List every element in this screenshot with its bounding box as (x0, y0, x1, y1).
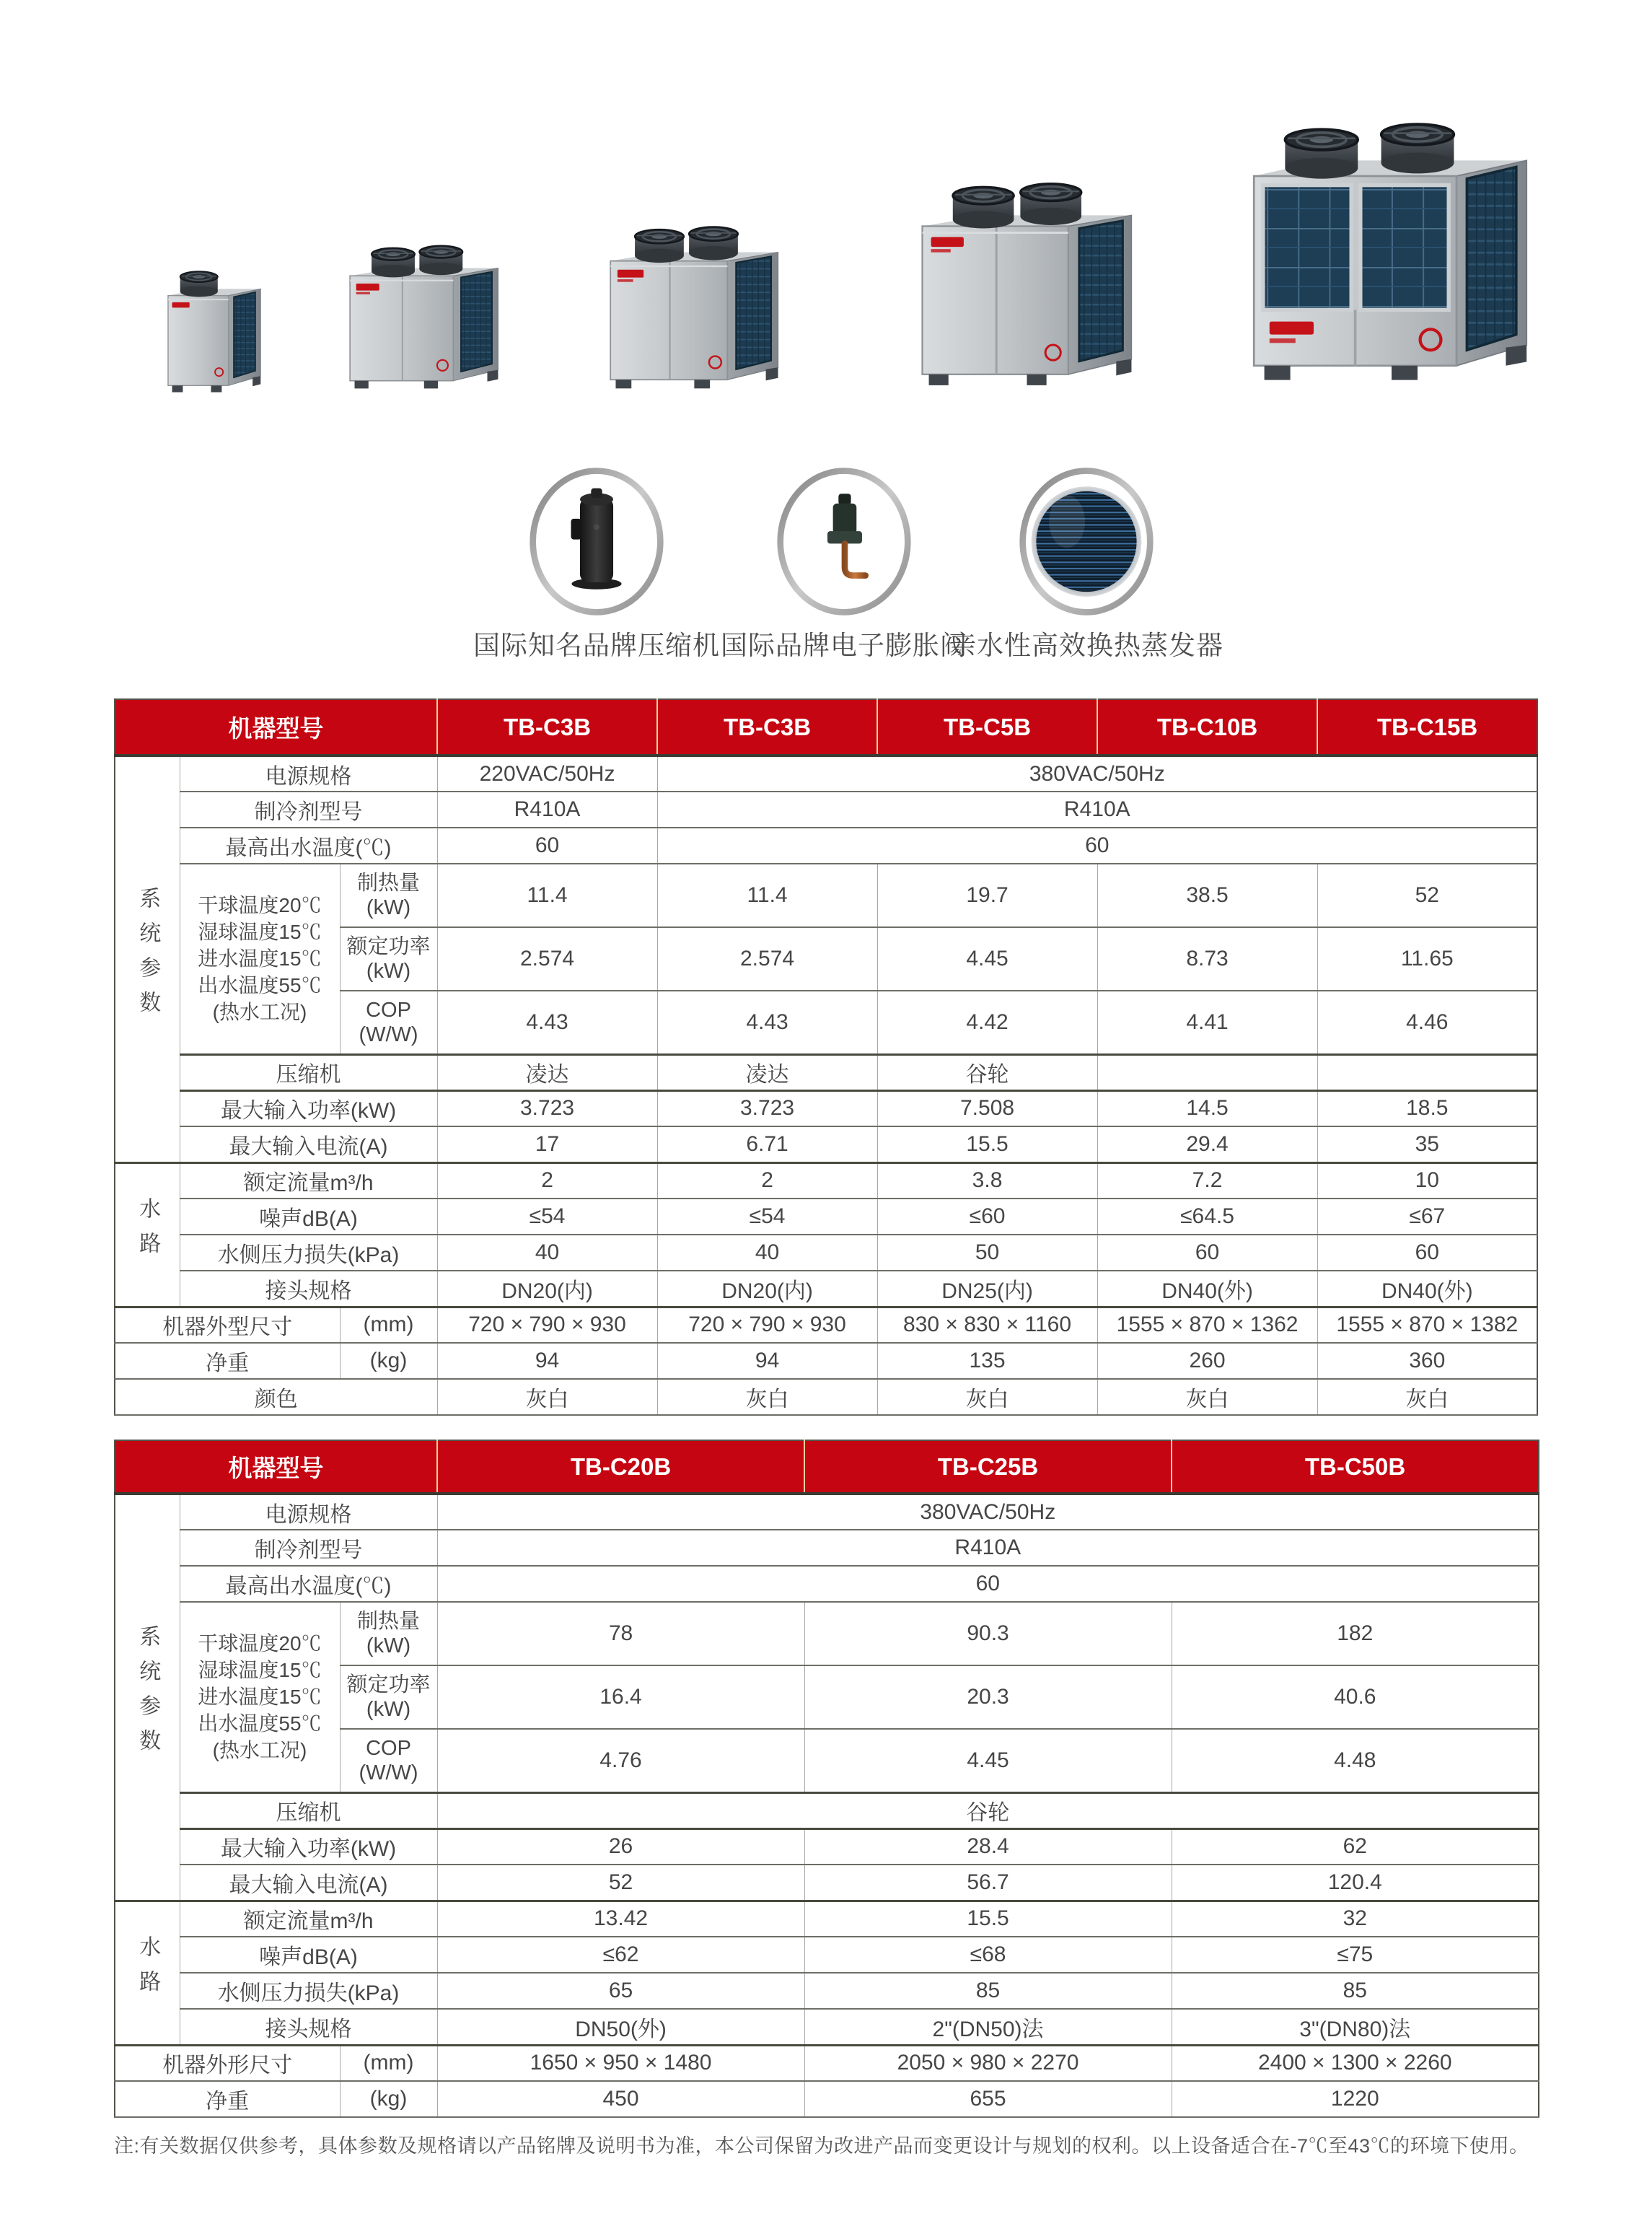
table-row-color (115, 1379, 1537, 1415)
table1-model-header: TB-C10B (1097, 699, 1317, 755)
value-cell: 85 (804, 1973, 1172, 2009)
value-cell: 4.43 (437, 991, 657, 1054)
table-row-noise (115, 1199, 1537, 1235)
row-label: 净重 (115, 2081, 340, 2117)
value-cell: 360 (1317, 1343, 1537, 1379)
unit-cell: (kg) (340, 2081, 437, 2117)
value-cell: 4.42 (877, 991, 1097, 1054)
value-cell: 94 (657, 1343, 877, 1379)
value-cell: 52 (437, 1865, 804, 1901)
row-label: 噪声dB(A) (180, 1199, 437, 1235)
table-row-refrigerant (115, 792, 1537, 828)
group-cell-water: 水路 (115, 1162, 180, 1307)
value-cell: R410A (437, 792, 657, 828)
table-row-refrigerant (115, 1530, 1539, 1566)
value-cell: 60 (1097, 1235, 1317, 1271)
table2-model-header: TB-C20B (437, 1440, 804, 1494)
value-cell: 60 (437, 828, 657, 864)
value-cell: 4.43 (657, 991, 877, 1054)
table-row-compressor (115, 1054, 1537, 1090)
value-cell: 62 (1172, 1828, 1539, 1865)
value-cell: ≤54 (437, 1199, 657, 1235)
row-label: 接头规格 (180, 2009, 437, 2045)
value-cell: 4.48 (1172, 1729, 1539, 1792)
value-cell: 52 (1317, 864, 1537, 927)
table2-model-header: TB-C25B (804, 1440, 1172, 1494)
value-cell: 2.574 (657, 927, 877, 991)
value-cell: 11.4 (657, 864, 877, 927)
table-row-heating-capacity (115, 864, 1537, 927)
value-cell: 凌达 (437, 1054, 657, 1090)
row-label: 最大输入功率(kW) (180, 1090, 437, 1126)
value-cell: 6.71 (657, 1126, 877, 1162)
value-cell: 450 (437, 2081, 804, 2117)
value-cell: 260 (1097, 1343, 1317, 1379)
value-cell: 7.2 (1097, 1162, 1317, 1199)
table-row-pressure-loss (115, 1973, 1539, 2009)
table-row-max-input-current (115, 1865, 1539, 1901)
value-cell: 4.76 (437, 1729, 804, 1792)
value-cell: 11.65 (1317, 927, 1537, 991)
table-row-max-outlet-temp (115, 1566, 1539, 1602)
value-cell: 38.5 (1097, 864, 1317, 927)
table1-corner-header: 机器型号 (115, 699, 437, 755)
row-label: 制热量 (kW) (340, 864, 437, 927)
row-label: 机器外形尺寸 (115, 2045, 340, 2081)
unit-cell: (mm) (340, 1307, 437, 1343)
table-row-max-input-current (115, 1126, 1537, 1162)
value-cell: 50 (877, 1235, 1097, 1271)
evaporator-icon (1017, 465, 1156, 619)
table-row-power-supply (115, 755, 1537, 792)
value-cell: 94 (437, 1343, 657, 1379)
expansion-valve-icon (775, 465, 913, 619)
table-row-connection (115, 2009, 1539, 2045)
table1-model-header: TB-C5B (877, 699, 1097, 755)
row-label: 最大输入电流(A) (180, 1126, 437, 1162)
unit-cell: (kg) (340, 1343, 437, 1379)
value-cell (1317, 1054, 1537, 1090)
value-cell: 4.41 (1097, 991, 1317, 1054)
value-cell: 1650 × 950 × 1480 (437, 2045, 804, 2081)
test-condition-cell: 干球温度20℃ 湿球温度15℃ 进水温度15℃ 出水温度55℃ (热水工况) (180, 864, 340, 1054)
value-cell: 13.42 (437, 1901, 804, 1937)
features-row (0, 455, 1652, 664)
row-label: 机器外型尺寸 (115, 1307, 340, 1343)
value-cell: 830 × 830 × 1160 (877, 1307, 1097, 1343)
products-row (0, 0, 1652, 433)
table-row-max-input-power (115, 1090, 1537, 1126)
table-row-connection (115, 1271, 1537, 1307)
row-label: 噪声dB(A) (180, 1937, 437, 1973)
row-label: 额定功率 (kW) (340, 1665, 437, 1729)
heat-pump-unit-largest (1236, 101, 1547, 394)
feature-caption-expansion-valve: 国际品牌电子膨胀阀 (721, 631, 967, 660)
feature-caption-evaporator: 亲水性高效换热蒸发器 (949, 631, 1223, 660)
row-label: 最大输入功率(kW) (180, 1828, 437, 1865)
table1-model-header: TB-C3B (437, 699, 657, 755)
table-row-dimensions (115, 2045, 1539, 2081)
table-row-max-outlet-temp (115, 828, 1537, 864)
row-label: 压缩机 (180, 1054, 437, 1090)
value-cell: 10 (1317, 1162, 1537, 1199)
table2-header-row (115, 1440, 1539, 1494)
value-cell: DN20(内) (657, 1271, 877, 1307)
table-row-dimensions (115, 1307, 1537, 1343)
value-cell: 18.5 (1317, 1090, 1537, 1126)
value-cell: 85 (1172, 1973, 1539, 2009)
table-row-power-supply (115, 1494, 1539, 1530)
value-cell: 灰白 (657, 1379, 877, 1415)
value-cell: 灰白 (1097, 1379, 1317, 1415)
value-cell: 380VAC/50Hz (437, 1494, 1539, 1530)
value-cell: 17 (437, 1126, 657, 1162)
heat-pump-unit-smallest (149, 263, 283, 398)
row-label: 制冷剂型号 (180, 792, 437, 828)
value-cell: 20.3 (804, 1665, 1172, 1729)
compressor-icon (527, 465, 666, 619)
value-cell: 谷轮 (437, 1792, 1539, 1828)
group-cell-system: 系统参数 (115, 755, 180, 1162)
value-cell: ≤75 (1172, 1937, 1539, 1973)
row-label: 最高出水温度(℃) (180, 1566, 437, 1602)
table2-model-header: TB-C50B (1172, 1440, 1539, 1494)
value-cell: 15.5 (804, 1901, 1172, 1937)
row-label: 最高出水温度(℃) (180, 828, 437, 864)
value-cell: R410A (657, 792, 1537, 828)
value-cell: 8.73 (1097, 927, 1317, 991)
footnote: 注:有关数据仅供参考，具体参数及规格请以产品铭牌及说明书为准，本公司保留为改进产品而变更设计与规划的权利。以上设备适合在-7℃至43℃的环境下使用。 (114, 2135, 1529, 2157)
value-cell: 2 (657, 1162, 877, 1199)
table1-header-row (115, 699, 1537, 755)
row-label: 净重 (115, 1343, 340, 1379)
value-cell: 40 (657, 1235, 877, 1271)
value-cell: 16.4 (437, 1665, 804, 1729)
unit-cell: (mm) (340, 2045, 437, 2081)
value-cell: 655 (804, 2081, 1172, 2117)
value-cell: DN50(外) (437, 2009, 804, 2045)
value-cell: 2.574 (437, 927, 657, 991)
table1-model-header: TB-C3B (657, 699, 877, 755)
value-cell: 26 (437, 1828, 804, 1865)
value-cell: 灰白 (1317, 1379, 1537, 1415)
value-cell: 60 (657, 828, 1537, 864)
group-cell-water: 水路 (115, 1901, 180, 2045)
value-cell: ≤62 (437, 1937, 804, 1973)
value-cell: 4.45 (877, 927, 1097, 991)
value-cell: 4.45 (804, 1729, 1172, 1792)
row-label: 电源规格 (180, 1494, 437, 1530)
table1-model-header: TB-C15B (1317, 699, 1537, 755)
value-cell: DN40(外) (1097, 1271, 1317, 1307)
value-cell: 灰白 (877, 1379, 1097, 1415)
value-cell: 380VAC/50Hz (657, 755, 1537, 792)
value-cell: 60 (1317, 1235, 1537, 1271)
value-cell: 40.6 (1172, 1665, 1539, 1729)
value-cell: 32 (1172, 1901, 1539, 1937)
value-cell: 29.4 (1097, 1126, 1317, 1162)
value-cell: 3.723 (657, 1090, 877, 1126)
value-cell: 720 × 790 × 930 (437, 1307, 657, 1343)
value-cell: 2050 × 980 × 2270 (804, 2045, 1172, 2081)
value-cell: 19.7 (877, 864, 1097, 927)
row-label: 最大输入电流(A) (180, 1865, 437, 1901)
value-cell: DN40(外) (1317, 1271, 1537, 1307)
row-label: 水侧压力损失(kPa) (180, 1973, 437, 2009)
value-cell: 1555 × 870 × 1362 (1097, 1307, 1317, 1343)
row-label: 额定功率 (kW) (340, 927, 437, 991)
value-cell: 1220 (1172, 2081, 1539, 2117)
value-cell: 720 × 790 × 930 (657, 1307, 877, 1343)
heat-pump-unit-small (338, 240, 515, 395)
value-cell: 78 (437, 1602, 804, 1665)
value-cell: 2400 × 1300 × 2260 (1172, 2045, 1539, 2081)
value-cell: ≤68 (804, 1937, 1172, 1973)
group-cell-system: 系统参数 (115, 1494, 180, 1901)
table-row-heating-capacity (115, 1602, 1539, 1665)
value-cell: DN20(内) (437, 1271, 657, 1307)
table-row-compressor (115, 1792, 1539, 1828)
value-cell: 28.4 (804, 1828, 1172, 1865)
row-label: 水侧压力损失(kPa) (180, 1235, 437, 1271)
value-cell: DN25(内) (877, 1271, 1097, 1307)
value-cell: 90.3 (804, 1602, 1172, 1665)
row-label: 额定流量m³/h (180, 1162, 437, 1199)
value-cell: 135 (877, 1343, 1097, 1379)
row-label: 电源规格 (180, 755, 437, 792)
table-row-rated-flow (115, 1162, 1537, 1199)
value-cell: 1555 × 870 × 1382 (1317, 1307, 1537, 1343)
value-cell: 56.7 (804, 1865, 1172, 1901)
value-cell: 3.723 (437, 1090, 657, 1126)
value-cell: 220VAC/50Hz (437, 755, 657, 792)
value-cell: 谷轮 (877, 1054, 1097, 1090)
spec-table-2 (114, 1440, 1539, 2118)
value-cell: 14.5 (1097, 1090, 1317, 1126)
table-row-pressure-loss (115, 1235, 1537, 1271)
heat-pump-unit-large (887, 176, 1173, 394)
value-cell: 15.5 (877, 1126, 1097, 1162)
value-cell: 凌达 (657, 1054, 877, 1090)
row-label: 压缩机 (180, 1792, 437, 1828)
value-cell: 2 (437, 1162, 657, 1199)
heat-pump-unit-medium (592, 221, 802, 395)
value-cell: 40 (437, 1235, 657, 1271)
value-cell: ≤54 (657, 1199, 877, 1235)
value-cell: 灰白 (437, 1379, 657, 1415)
row-label: 额定流量m³/h (180, 1901, 437, 1937)
value-cell: 3.8 (877, 1162, 1097, 1199)
row-label: COP (W/W) (340, 1729, 437, 1792)
table2-corner-header: 机器型号 (115, 1440, 437, 1494)
value-cell: 2"(DN50)法 (804, 2009, 1172, 2045)
value-cell: 120.4 (1172, 1865, 1539, 1901)
value-cell: ≤67 (1317, 1199, 1537, 1235)
value-cell: 3"(DN80)法 (1172, 2009, 1539, 2045)
spec-table-1 (114, 698, 1538, 1416)
value-cell: 182 (1172, 1602, 1539, 1665)
value-cell: 7.508 (877, 1090, 1097, 1126)
row-label: 接头规格 (180, 1271, 437, 1307)
table-row-rated-flow (115, 1901, 1539, 1937)
value-cell: 4.46 (1317, 991, 1537, 1054)
row-label: 制热量 (kW) (340, 1602, 437, 1665)
value-cell: ≤64.5 (1097, 1199, 1317, 1235)
value-cell: 65 (437, 1973, 804, 2009)
value-cell (1097, 1054, 1317, 1090)
table-row-net-weight (115, 1343, 1537, 1379)
row-label: 制冷剂型号 (180, 1530, 437, 1566)
row-label: COP (W/W) (340, 991, 437, 1054)
test-condition-cell: 干球温度20℃ 湿球温度15℃ 进水温度15℃ 出水温度55℃ (热水工况) (180, 1602, 340, 1792)
value-cell: 60 (437, 1566, 1539, 1602)
feature-caption-compressor: 国际知名品牌压缩机 (473, 631, 720, 660)
table-row-max-input-power (115, 1828, 1539, 1865)
value-cell: 35 (1317, 1126, 1537, 1162)
table-row-noise (115, 1937, 1539, 1973)
value-cell: R410A (437, 1530, 1539, 1566)
row-label: 颜色 (115, 1379, 437, 1415)
value-cell: ≤60 (877, 1199, 1097, 1235)
table-row-net-weight (115, 2081, 1539, 2117)
value-cell: 11.4 (437, 864, 657, 927)
